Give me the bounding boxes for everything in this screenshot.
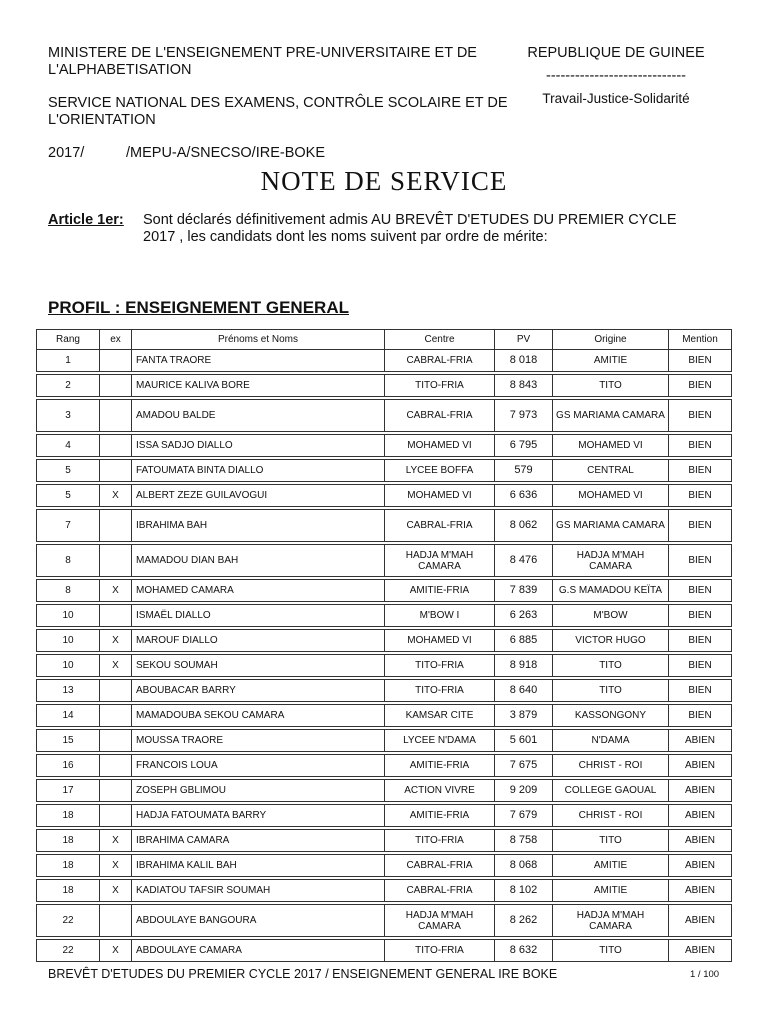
- cell-centre: MOHAMED VI: [385, 485, 495, 507]
- cell-rang: 13: [37, 680, 100, 702]
- cell-mention: ABIEN: [669, 730, 732, 752]
- cell-ex: X: [100, 855, 132, 877]
- cell-rang: 18: [37, 830, 100, 852]
- cell-nom: ABDOULAYE CAMARA: [132, 940, 385, 962]
- cell-nom: ABOUBACAR BARRY: [132, 680, 385, 702]
- profile-heading: PROFIL : ENSEIGNEMENT GENERAL: [48, 298, 349, 317]
- cell-mention: BIEN: [669, 460, 732, 482]
- cell-mention: BIEN: [669, 680, 732, 702]
- cell-nom: ISMAËL DIALLO: [132, 605, 385, 627]
- cell-origine: CHRIST - ROI: [553, 805, 669, 827]
- cell-centre: TITO-FRIA: [385, 655, 495, 677]
- cell-ex: [100, 460, 132, 482]
- cell-nom: MOHAMED CAMARA: [132, 580, 385, 602]
- cell-nom: FANTA TRAORE: [132, 350, 385, 372]
- cell-ex: [100, 680, 132, 702]
- cell-mention: BIEN: [669, 375, 732, 397]
- article-label: Article 1er:: [48, 212, 124, 228]
- cell-pv: 579: [495, 460, 553, 482]
- cell-pv: 8 262: [495, 905, 553, 937]
- cell-pv: 8 640: [495, 680, 553, 702]
- cell-nom: MAMADOUBA SEKOU CAMARA: [132, 705, 385, 727]
- column-header-mention: Mention: [669, 330, 732, 350]
- cell-mention: BIEN: [669, 655, 732, 677]
- cell-pv: 8 062: [495, 510, 553, 542]
- cell-nom: ISSA SADJO DIALLO: [132, 435, 385, 457]
- cell-pv: 8 476: [495, 545, 553, 577]
- cell-nom: FATOUMATA BINTA DIALLO: [132, 460, 385, 482]
- cell-nom: ABDOULAYE BANGOURA: [132, 905, 385, 937]
- table-row: [37, 755, 732, 777]
- cell-nom: MAMADOU DIAN BAH: [132, 545, 385, 577]
- cell-nom: MOUSSA TRAORE: [132, 730, 385, 752]
- column-header-origine: Origine: [553, 330, 669, 350]
- cell-mention: ABIEN: [669, 830, 732, 852]
- cell-nom: SEKOU SOUMAH: [132, 655, 385, 677]
- cell-pv: 6 885: [495, 630, 553, 652]
- cell-nom: FRANCOIS LOUA: [132, 755, 385, 777]
- table-row: [37, 880, 732, 902]
- ministry-name: MINISTERE DE L'ENSEIGNEMENT PRE-UNIVERSITAIRE ET DE L'ALPHABETISATION: [48, 45, 477, 78]
- cell-centre: LYCEE BOFFA: [385, 460, 495, 482]
- table-row: [37, 510, 732, 542]
- column-header-centre: Centre: [385, 330, 495, 350]
- cell-origine: GS MARIAMA CAMARA: [553, 400, 669, 432]
- table-row: [37, 435, 732, 457]
- cell-nom: KADIATOU TAFSIR SOUMAH: [132, 880, 385, 902]
- cell-origine: CENTRAL: [553, 460, 669, 482]
- cell-origine: COLLEGE GAOUAL: [553, 780, 669, 802]
- cell-mention: BIEN: [669, 510, 732, 542]
- cell-ex: [100, 400, 132, 432]
- cell-pv: 8 632: [495, 940, 553, 962]
- cell-ex: [100, 435, 132, 457]
- cell-centre: KAMSAR CITE: [385, 705, 495, 727]
- cell-rang: 10: [37, 655, 100, 677]
- table-row: [37, 655, 732, 677]
- table-row: [37, 580, 732, 602]
- footer-text: BREVÊT D'ETUDES DU PREMIER CYCLE 2017 / ENSEIGNEMENT GENERAL IRE BOKE: [48, 967, 558, 981]
- article-text: Sont déclarés définitivement admis AU BREVÊT D'ETUDES DU PREMIER CYCLE 2017 , les candidats dont les noms suivent par ordre de mérite:: [143, 212, 677, 245]
- cell-pv: 8 758: [495, 830, 553, 852]
- cell-rang: 17: [37, 780, 100, 802]
- table-row: [37, 730, 732, 752]
- cell-nom: IBRAHIMA CAMARA: [132, 830, 385, 852]
- cell-ex: [100, 705, 132, 727]
- table-row: [37, 460, 732, 482]
- cell-rang: 7: [37, 510, 100, 542]
- cell-ex: [100, 805, 132, 827]
- table-row: [37, 630, 732, 652]
- cell-origine: HADJA M'MAH CAMARA: [553, 905, 669, 937]
- cell-mention: BIEN: [669, 630, 732, 652]
- cell-ex: X: [100, 485, 132, 507]
- cell-pv: 3 879: [495, 705, 553, 727]
- reference-year: 2017/: [48, 145, 85, 161]
- cell-mention: BIEN: [669, 705, 732, 727]
- table-row: [37, 400, 732, 432]
- cell-ex: [100, 780, 132, 802]
- cell-nom: ALBERT ZEZE GUILAVOGUI: [132, 485, 385, 507]
- cell-mention: BIEN: [669, 485, 732, 507]
- cell-centre: HADJA M'MAH CAMARA: [385, 545, 495, 577]
- cell-pv: 6 795: [495, 435, 553, 457]
- cell-centre: AMITIE-FRIA: [385, 755, 495, 777]
- cell-ex: [100, 510, 132, 542]
- cell-mention: BIEN: [669, 580, 732, 602]
- cell-pv: 7 839: [495, 580, 553, 602]
- cell-rang: 8: [37, 580, 100, 602]
- table-row: [37, 350, 732, 372]
- cell-rang: 3: [37, 400, 100, 432]
- cell-ex: [100, 350, 132, 372]
- cell-nom: IBRAHIMA BAH: [132, 510, 385, 542]
- cell-centre: HADJA M'MAH CAMARA: [385, 905, 495, 937]
- cell-rang: 15: [37, 730, 100, 752]
- cell-ex: [100, 730, 132, 752]
- cell-centre: MOHAMED VI: [385, 435, 495, 457]
- table-row: [37, 605, 732, 627]
- document-title: NOTE DE SERVICE: [260, 166, 508, 196]
- national-motto: Travail-Justice-Solidarité: [542, 91, 690, 106]
- cell-pv: 8 018: [495, 350, 553, 372]
- cell-origine: TITO: [553, 680, 669, 702]
- column-header-nom: Prénoms et Noms: [132, 330, 385, 350]
- cell-pv: 5 601: [495, 730, 553, 752]
- column-header-ex: ex: [100, 330, 132, 350]
- page-number: 1 / 100: [690, 969, 720, 980]
- cell-nom: AMADOU BALDE: [132, 400, 385, 432]
- cell-ex: X: [100, 830, 132, 852]
- table-body: [37, 350, 732, 962]
- table-row: [37, 905, 732, 937]
- cell-rang: 18: [37, 880, 100, 902]
- service-name: SERVICE NATIONAL DES EXAMENS, CONTRÔLE SCOLAIRE ET DE L'ORIENTATION: [48, 95, 508, 128]
- cell-mention: ABIEN: [669, 855, 732, 877]
- cell-centre: CABRAL-FRIA: [385, 855, 495, 877]
- table-row: [37, 680, 732, 702]
- cell-ex: [100, 755, 132, 777]
- table-row: [37, 780, 732, 802]
- cell-mention: BIEN: [669, 350, 732, 372]
- cell-nom: MAROUF DIALLO: [132, 630, 385, 652]
- cell-centre: CABRAL-FRIA: [385, 350, 495, 372]
- cell-mention: BIEN: [669, 400, 732, 432]
- cell-mention: ABIEN: [669, 805, 732, 827]
- cell-pv: 7 675: [495, 755, 553, 777]
- cell-origine: AMITIE: [553, 350, 669, 372]
- cell-origine: HADJA M'MAH CAMARA: [553, 545, 669, 577]
- cell-nom: ZOSEPH GBLIMOU: [132, 780, 385, 802]
- cell-origine: TITO: [553, 830, 669, 852]
- cell-origine: G.S MAMADOU KEÏTA: [553, 580, 669, 602]
- cell-mention: ABIEN: [669, 905, 732, 937]
- cell-rang: 1: [37, 350, 100, 372]
- table-row: [37, 830, 732, 852]
- cell-rang: 10: [37, 605, 100, 627]
- cell-pv: 8 918: [495, 655, 553, 677]
- cell-ex: [100, 375, 132, 397]
- cell-origine: KASSONGONY: [553, 705, 669, 727]
- cell-pv: 8 102: [495, 880, 553, 902]
- republic-name: REPUBLIQUE DE GUINEE: [527, 45, 705, 61]
- cell-ex: X: [100, 655, 132, 677]
- cell-rang: 2: [37, 375, 100, 397]
- table-row: [37, 485, 732, 507]
- cell-origine: TITO: [553, 655, 669, 677]
- cell-ex: [100, 605, 132, 627]
- cell-mention: BIEN: [669, 605, 732, 627]
- cell-ex: X: [100, 880, 132, 902]
- cell-nom: IBRAHIMA KALIL BAH: [132, 855, 385, 877]
- cell-nom: MAURICE KALIVA BORE: [132, 375, 385, 397]
- cell-centre: TITO-FRIA: [385, 940, 495, 962]
- cell-centre: MOHAMED VI: [385, 630, 495, 652]
- cell-mention: ABIEN: [669, 880, 732, 902]
- cell-centre: CABRAL-FRIA: [385, 880, 495, 902]
- cell-origine: AMITIE: [553, 855, 669, 877]
- column-header-rang: Rang: [37, 330, 100, 350]
- cell-pv: 7 973: [495, 400, 553, 432]
- cell-origine: CHRIST - ROI: [553, 755, 669, 777]
- cell-rang: 4: [37, 435, 100, 457]
- cell-origine: GS MARIAMA CAMARA: [553, 510, 669, 542]
- cell-rang: 18: [37, 855, 100, 877]
- cell-rang: 8: [37, 545, 100, 577]
- cell-rang: 5: [37, 485, 100, 507]
- cell-origine: N'DAMA: [553, 730, 669, 752]
- cell-rang: 14: [37, 705, 100, 727]
- table-row: [37, 855, 732, 877]
- cell-mention: BIEN: [669, 435, 732, 457]
- cell-ex: X: [100, 940, 132, 962]
- cell-centre: ACTION VIVRE: [385, 780, 495, 802]
- cell-origine: M'BOW: [553, 605, 669, 627]
- reference-number: [48, 145, 468, 162]
- cell-ex: X: [100, 580, 132, 602]
- cell-origine: MOHAMED VI: [553, 485, 669, 507]
- header-separator: -----------------------------: [545, 68, 687, 84]
- table-header-row: [37, 330, 732, 350]
- cell-centre: CABRAL-FRIA: [385, 400, 495, 432]
- cell-rang: 22: [37, 940, 100, 962]
- cell-pv: 7 679: [495, 805, 553, 827]
- cell-centre: AMITIE-FRIA: [385, 580, 495, 602]
- cell-mention: BIEN: [669, 545, 732, 577]
- cell-mention: ABIEN: [669, 780, 732, 802]
- cell-rang: 5: [37, 460, 100, 482]
- cell-centre: CABRAL-FRIA: [385, 510, 495, 542]
- cell-ex: X: [100, 630, 132, 652]
- cell-origine: MOHAMED VI: [553, 435, 669, 457]
- cell-nom: HADJA FATOUMATA BARRY: [132, 805, 385, 827]
- cell-origine: TITO: [553, 375, 669, 397]
- cell-rang: 18: [37, 805, 100, 827]
- cell-pv: 9 209: [495, 780, 553, 802]
- cell-mention: ABIEN: [669, 940, 732, 962]
- cell-pv: 6 636: [495, 485, 553, 507]
- cell-centre: TITO-FRIA: [385, 375, 495, 397]
- cell-centre: LYCEE N'DAMA: [385, 730, 495, 752]
- table-row: [37, 375, 732, 397]
- cell-ex: [100, 545, 132, 577]
- table-row: [37, 545, 732, 577]
- cell-origine: VICTOR HUGO: [553, 630, 669, 652]
- cell-pv: 6 263: [495, 605, 553, 627]
- reference-code: /MEPU-A/SNECSO/IRE-BOKE: [126, 145, 326, 161]
- cell-origine: AMITIE: [553, 880, 669, 902]
- column-header-pv: PV: [495, 330, 553, 350]
- cell-origine: TITO: [553, 940, 669, 962]
- cell-ex: [100, 905, 132, 937]
- cell-mention: ABIEN: [669, 755, 732, 777]
- cell-pv: 8 068: [495, 855, 553, 877]
- results-table: [36, 329, 732, 962]
- cell-centre: TITO-FRIA: [385, 680, 495, 702]
- table-row: [37, 940, 732, 962]
- table-row: [37, 805, 732, 827]
- table-row: [37, 705, 732, 727]
- cell-pv: 8 843: [495, 375, 553, 397]
- cell-centre: AMITIE-FRIA: [385, 805, 495, 827]
- cell-centre: TITO-FRIA: [385, 830, 495, 852]
- cell-rang: 10: [37, 630, 100, 652]
- cell-centre: M'BOW I: [385, 605, 495, 627]
- cell-rang: 22: [37, 905, 100, 937]
- cell-rang: 16: [37, 755, 100, 777]
